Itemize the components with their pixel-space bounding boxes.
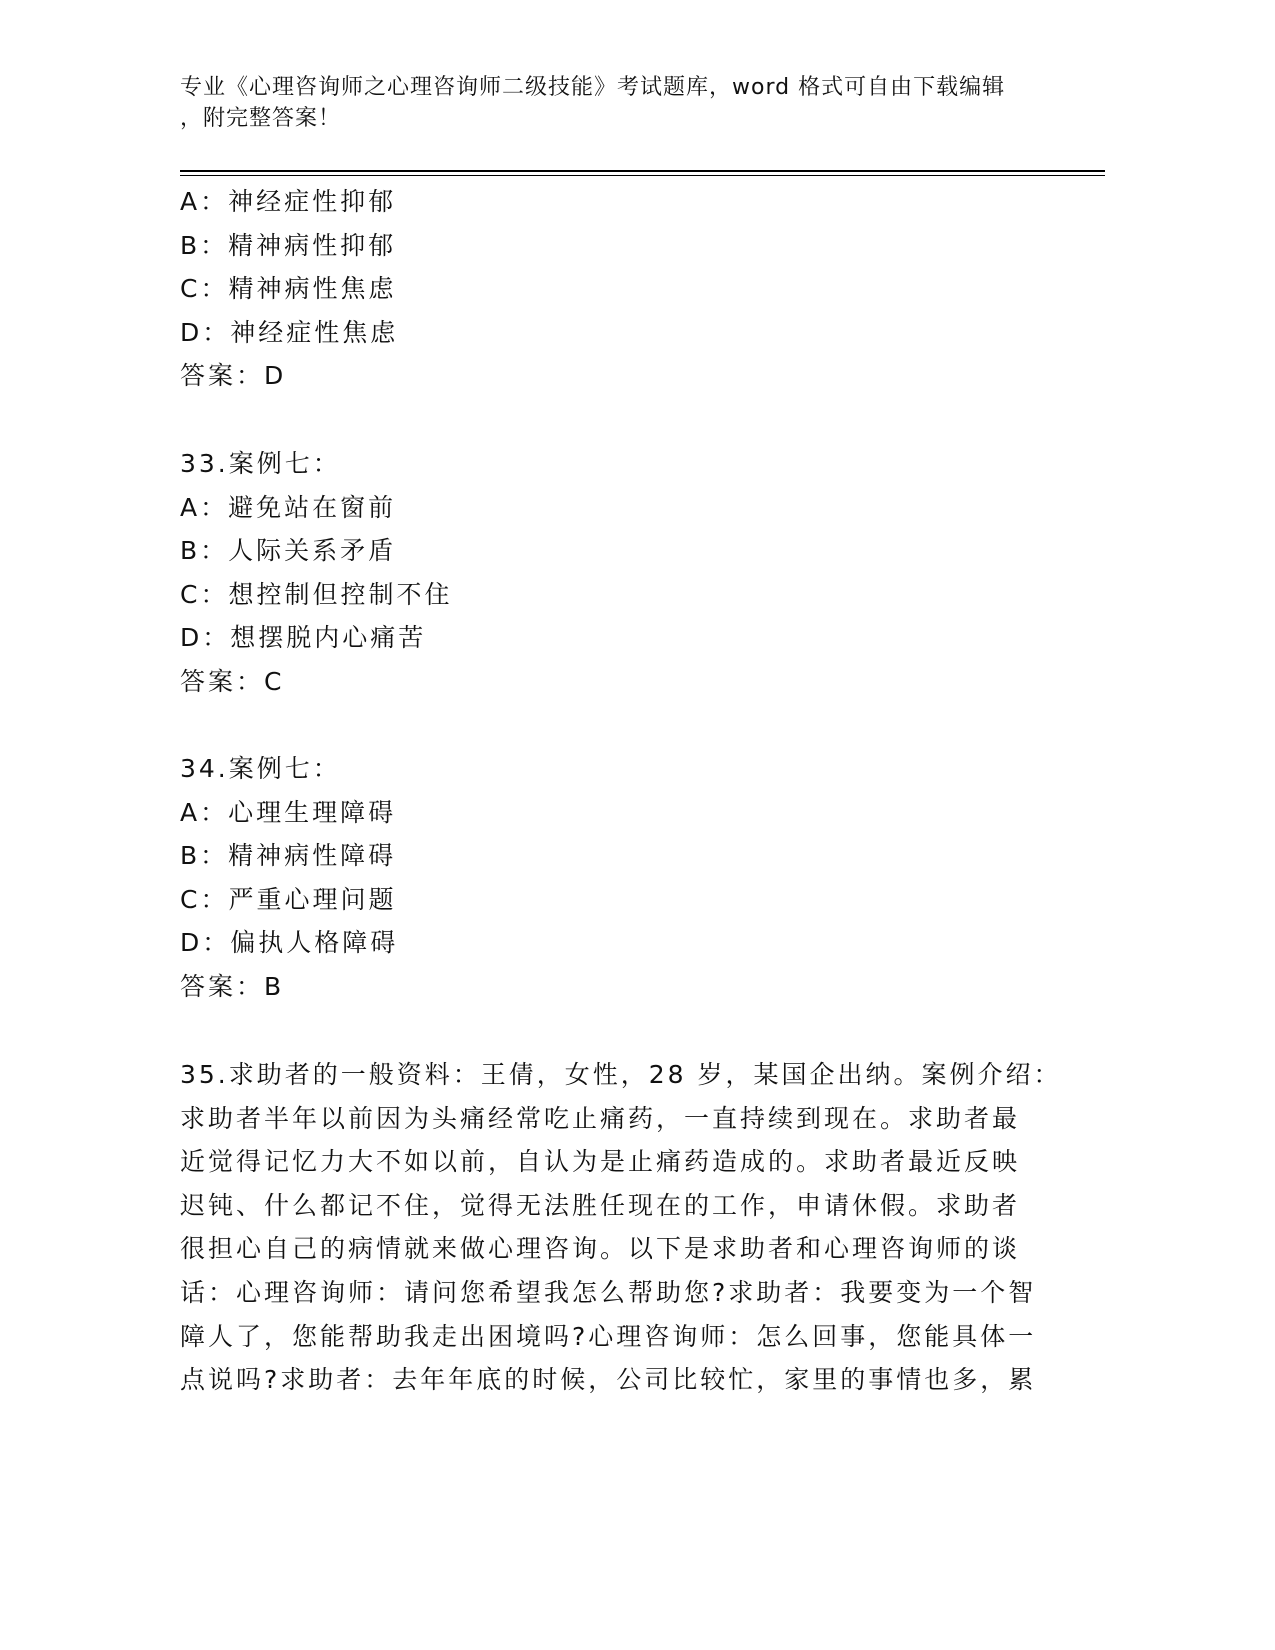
paragraph-line: 障人了，您能帮助我走出困境吗?心理咨询师：怎么回事，您能具体一 — [180, 1321, 1037, 1351]
option-b: B：精神病性抑郁 — [180, 230, 397, 260]
question-34 — [180, 747, 398, 1009]
header-line: 专业《心理咨询师之心理咨询师二级技能》考试题库，word 格式可自由下载编辑 — [180, 75, 1006, 100]
paragraph-line: 点说吗?求助者：去年年底的时候，公司比较忙，家里的事情也多，累 — [180, 1365, 1037, 1395]
answer: 答案：D — [180, 361, 287, 391]
option-c: C：严重心理问题 — [180, 884, 397, 914]
header-rule-thin — [180, 175, 1105, 176]
question-title: 33.案例七： — [180, 449, 341, 478]
answer: 答案：C — [180, 666, 285, 696]
answer: 答案：B — [180, 971, 285, 1001]
paragraph-line: 近觉得记忆力大不如以前，自认为是止痛药造成的。求助者最近反映 — [180, 1147, 1021, 1177]
paragraph-line: 迟钝、什么都记不住，觉得无法胜任现在的工作，申请休假。求助者 — [180, 1190, 1021, 1220]
question-title: 34.案例七： — [180, 754, 341, 783]
paragraph-line: 话：心理咨询师：请问您希望我怎么帮助您?求助者：我要变为一个智 — [180, 1277, 1037, 1307]
option-c: C：想控制但控制不住 — [180, 579, 453, 609]
option-a: A：心理生理障碍 — [180, 797, 397, 827]
option-d: D：神经症性焦虑 — [180, 317, 399, 347]
paragraph-line: 35.求助者的一般资料：王倩，女性，28 岁，某国企出纳。案例介绍： — [180, 1060, 1062, 1089]
paragraph-line: 求助者半年以前因为头痛经常吃止痛药，一直持续到现在。求助者最 — [180, 1103, 1021, 1133]
option-d: D：想摆脱内心痛苦 — [180, 623, 427, 653]
option-c: C：精神病性焦虑 — [180, 274, 397, 304]
header-rule-thick — [180, 170, 1105, 172]
header-line: ，附完整答案！ — [180, 106, 342, 131]
paragraph-line: 很担心自己的病情就来做心理咨询。以下是求助者和心理咨询师的谈 — [180, 1234, 1021, 1264]
question-35 — [180, 1053, 1062, 1402]
option-b: B：人际关系矛盾 — [180, 536, 397, 566]
document-header — [180, 72, 1040, 134]
option-a: A：避免站在窗前 — [180, 492, 397, 522]
option-d: D：偏执人格障碍 — [180, 928, 399, 958]
option-b: B：精神病性障碍 — [180, 841, 397, 871]
question-33 — [180, 442, 452, 704]
option-a: A：神经症性抑郁 — [180, 187, 397, 216]
question-32 — [180, 180, 398, 398]
